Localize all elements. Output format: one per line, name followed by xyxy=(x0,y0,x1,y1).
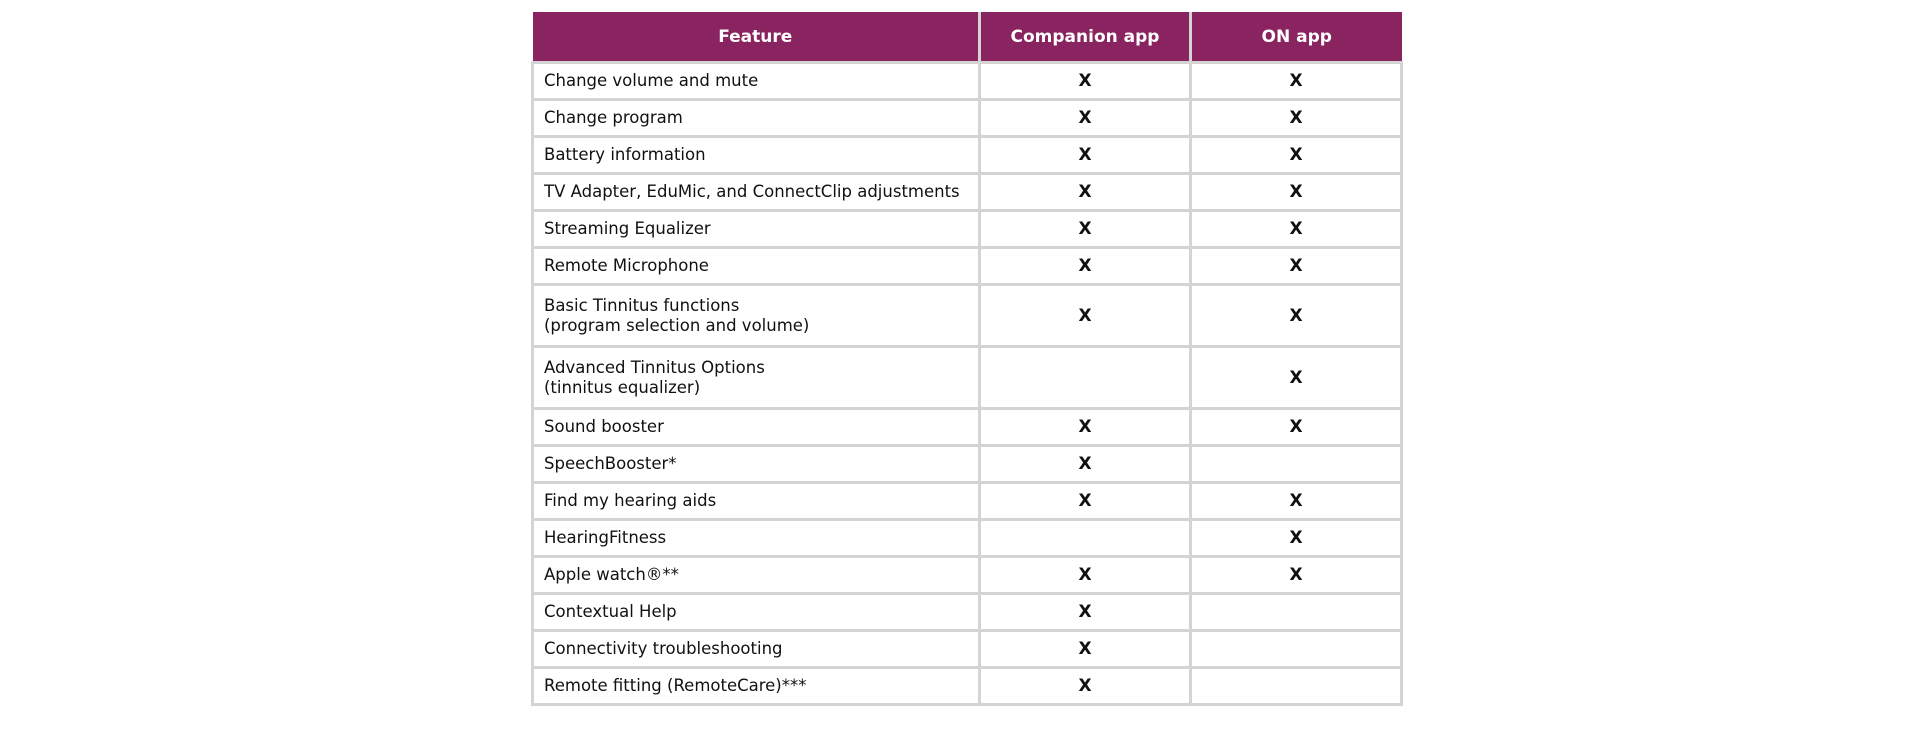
feature-label: Streaming Equalizer xyxy=(544,219,711,238)
companion-app-mark: X xyxy=(980,285,1191,347)
header-companion-app: Companion app xyxy=(980,12,1191,63)
feature-cell xyxy=(533,100,980,137)
on-app-mark: X xyxy=(1191,211,1402,248)
feature-cell xyxy=(533,174,980,211)
on-app-mark: X xyxy=(1191,100,1402,137)
on-app-mark xyxy=(1191,631,1402,668)
feature-label: (tinnitus equalizer) xyxy=(544,377,701,397)
companion-app-mark: X xyxy=(980,63,1191,100)
feature-cell xyxy=(533,520,980,557)
table-row xyxy=(533,520,1402,557)
companion-app-mark: X xyxy=(980,668,1191,705)
on-app-mark: X xyxy=(1191,520,1402,557)
table-row xyxy=(533,668,1402,705)
table-body xyxy=(533,63,1402,705)
feature-label: Sound booster xyxy=(544,417,664,436)
feature-label: Find my hearing aids xyxy=(544,491,717,510)
feature-label: Advanced Tinnitus Options xyxy=(544,357,765,377)
on-app-mark: X xyxy=(1191,174,1402,211)
feature-label: TV Adapter, EduMic, and ConnectClip adjustments xyxy=(544,182,960,201)
on-app-mark: X xyxy=(1191,248,1402,285)
companion-app-mark xyxy=(980,520,1191,557)
table-row xyxy=(533,137,1402,174)
header-on-app: ON app xyxy=(1191,12,1402,63)
companion-app-mark: X xyxy=(980,631,1191,668)
on-app-mark: X xyxy=(1191,285,1402,347)
table-row xyxy=(533,483,1402,520)
companion-app-mark: X xyxy=(980,100,1191,137)
on-app-mark xyxy=(1191,668,1402,705)
feature-cell xyxy=(533,63,980,100)
table-row xyxy=(533,174,1402,211)
feature-cell xyxy=(533,631,980,668)
feature-label: (program selection and volume) xyxy=(544,315,810,335)
feature-cell xyxy=(533,446,980,483)
on-app-mark: X xyxy=(1191,63,1402,100)
table-row xyxy=(533,248,1402,285)
companion-app-mark: X xyxy=(980,137,1191,174)
table-header-row xyxy=(533,12,1402,63)
feature-cell xyxy=(533,668,980,705)
feature-label: HearingFitness xyxy=(544,528,667,547)
feature-cell xyxy=(533,483,980,520)
feature-label: Apple watch®** xyxy=(544,565,679,584)
on-app-mark: X xyxy=(1191,137,1402,174)
feature-cell xyxy=(533,409,980,446)
feature-label: Change program xyxy=(544,108,683,127)
companion-app-mark: X xyxy=(980,174,1191,211)
feature-label: SpeechBooster* xyxy=(544,454,677,473)
feature-cell xyxy=(533,557,980,594)
feature-cell xyxy=(533,211,980,248)
feature-cell xyxy=(533,285,980,347)
on-app-mark: X xyxy=(1191,409,1402,446)
feature-cell xyxy=(533,137,980,174)
on-app-mark xyxy=(1191,594,1402,631)
companion-app-mark: X xyxy=(980,211,1191,248)
feature-label: Battery information xyxy=(544,145,706,164)
table-row xyxy=(533,211,1402,248)
on-app-mark: X xyxy=(1191,347,1402,409)
companion-app-mark: X xyxy=(980,248,1191,285)
table-row xyxy=(533,347,1402,409)
table-row xyxy=(533,631,1402,668)
companion-app-mark: X xyxy=(980,594,1191,631)
companion-app-mark: X xyxy=(980,446,1191,483)
table-row xyxy=(533,594,1402,631)
table-row xyxy=(533,285,1402,347)
feature-cell xyxy=(533,594,980,631)
feature-label: Remote fitting (RemoteCare)*** xyxy=(544,676,807,695)
feature-label: Basic Tinnitus functions xyxy=(544,295,740,315)
feature-label: Contextual Help xyxy=(544,602,677,621)
companion-app-mark xyxy=(980,347,1191,409)
table-row xyxy=(533,63,1402,100)
companion-app-mark: X xyxy=(980,483,1191,520)
on-app-mark xyxy=(1191,446,1402,483)
table-row xyxy=(533,557,1402,594)
table-row xyxy=(533,446,1402,483)
table-row xyxy=(533,409,1402,446)
feature-comparison-table xyxy=(531,12,1403,706)
feature-cell xyxy=(533,248,980,285)
on-app-mark: X xyxy=(1191,483,1402,520)
companion-app-mark: X xyxy=(980,409,1191,446)
table-row xyxy=(533,100,1402,137)
feature-label: Change volume and mute xyxy=(544,71,759,90)
feature-label: Remote Microphone xyxy=(544,256,709,275)
feature-label: Connectivity troubleshooting xyxy=(544,639,783,658)
header-feature: Feature xyxy=(533,12,980,63)
feature-cell xyxy=(533,347,980,409)
companion-app-mark: X xyxy=(980,557,1191,594)
on-app-mark: X xyxy=(1191,557,1402,594)
